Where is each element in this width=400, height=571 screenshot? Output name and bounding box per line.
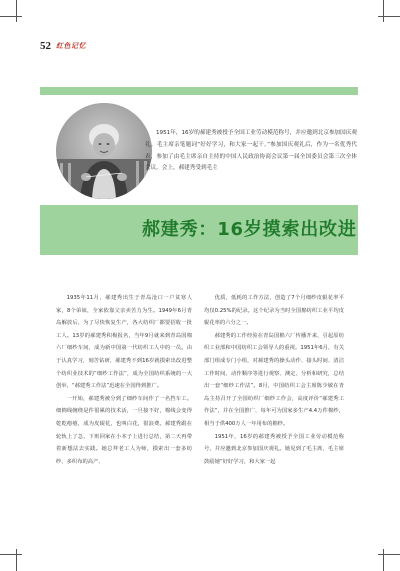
page-number: 52 <box>40 40 51 52</box>
right-paragraph-1: 优质，低耗的工作方法，创造了7个月细纱皮辊花率平均仅0.25%的纪录。这个纪录为当时全国棉纺织工业平均皮辊花率的六分之一。 <box>204 295 344 327</box>
right-paragraph-2: 郝建秀的工作经验在青岛国棉六厂传播开来，引起原纺织工业部和中国纺织工会领导人的重视。1951年6月，有关部门组成专门小组，对郝建秀的操头动作、接头时间、清洁工作时间、动作顺序等进行观察、测定、分析和研究，总结出一套“细纱工作法”。8月，中国纺织工会主席陈少敏在青岛主持召开了全国纺织厂细纱工作会，高度评价“郝建秀工作法”，并在全国推广，每年可为国家多生产4.4万件棉纱，相当于供400万人一年用布的棉纱。 <box>204 332 344 427</box>
crop-mark-top-right-v <box>383 0 384 22</box>
crop-mark-bottom-left-v <box>16 549 17 571</box>
top-green-band <box>40 87 358 95</box>
section-tag: 红色记忆 <box>56 42 86 50</box>
crop-mark-top-left-v <box>16 0 17 22</box>
right-paragraph-3: 1951年，16岁的郝建秀被授予全国工业劳动模范称号，并应邀到北京参加国庆观礼。她见到了毛主席，毛主席鼓励她“好好学习，和大家一起 <box>204 433 344 465</box>
left-paragraph-2: 一开始，郝建秀被分到了细纱车间作了一名挡车工。细棉线缠绕是件很累的技术活，一旦接不好，棉线会变得乾乾瘪瘪，成为皮辊花，也叫白花，很浪费。郝建秀跟在轮轨上了急，下班回家在小本子上进行总结，第二天再带着新想法去实践。她总拜老工人为师，摸索出一套多纺纱、多织布的高产、 <box>56 395 192 465</box>
left-column <box>56 292 192 468</box>
crop-mark-top-right-h <box>378 16 400 17</box>
crop-mark-bottom-right-h <box>378 554 400 555</box>
portrait-illustration <box>56 103 152 199</box>
right-column <box>204 292 344 468</box>
crop-mark-top-left-h <box>0 16 22 17</box>
crop-mark-bottom-right-v <box>383 549 384 571</box>
left-paragraph-1: 1935年11月，郝建秀出生于青岛沧口一户贫寒人家，8个弟妹，全家依靠父亲卖苦力为生。1949年6月青岛解放后，为了尽快恢复生产，各大纺织厂都要招收一批工人。13岁的郝建秀积极报名，当年9月就来到青岛国棉六厂细纱车间，成为新中国第一代纺织工人中的一员。由于认真学习，刻苦钻研，郝建秀不到16岁就摸索出改进整个纺织业技术的“细纱工作法”，成为全国纺织系统的一大创举，“郝建秀工作法”迅速在全国得到推广。 <box>56 295 192 390</box>
crop-mark-bottom-left-h <box>0 554 22 555</box>
article-title: 郝建秀：16岁摸索出改进 <box>142 219 357 240</box>
portrait-photo <box>56 103 152 199</box>
intro-paragraph: 1951年，16岁的郝建秀被授予全国工业劳动模范称号，并应邀到北京参加国庆观礼。毛主席亲笔题词“好好学习，和大家一起干。”参加国庆观礼后，作为一名优秀代表，参加了由毛主席亲自主持的中国人民政治协商会议第一届全国委员会第三次全体会议。会上，郝建秀受到毛主 <box>145 130 357 172</box>
